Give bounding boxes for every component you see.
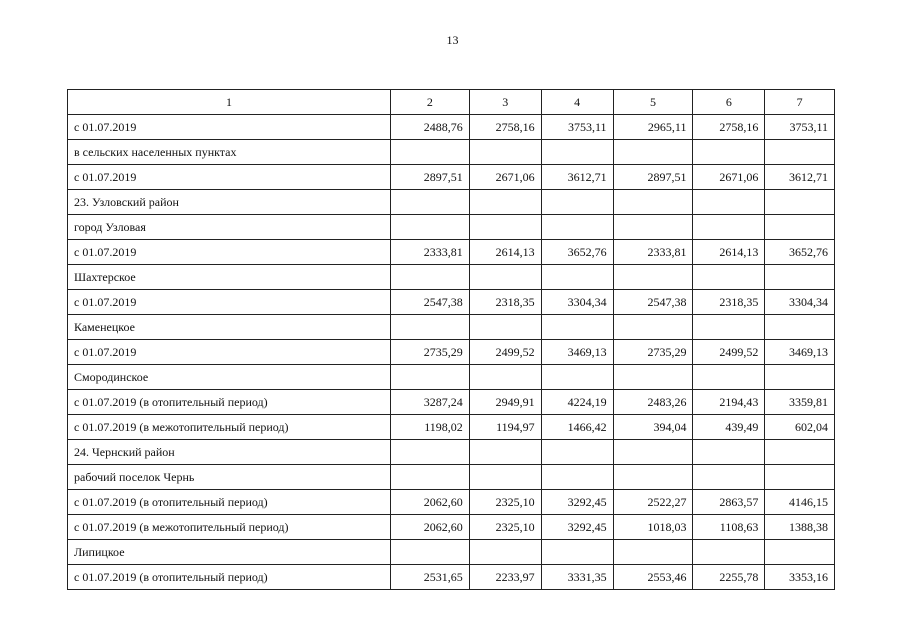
value-cell: 2758,16 [469,115,541,140]
table-row [68,390,835,415]
value-cell: 2547,38 [391,290,470,315]
value-cell [541,465,613,490]
value-cell: 2671,06 [693,165,765,190]
value-cell [469,365,541,390]
row-label-cell: 23. Узловский район [68,190,391,215]
value-cell: 3287,24 [391,390,470,415]
table-row [68,540,835,565]
row-label-cell: с 01.07.2019 [68,290,391,315]
value-cell [765,365,835,390]
value-cell [391,315,470,340]
value-cell [541,190,613,215]
column-number-cell: 4 [541,90,613,115]
value-cell: 2062,60 [391,515,470,540]
value-cell [541,440,613,465]
value-cell [391,440,470,465]
value-cell: 3753,11 [765,115,835,140]
column-number-cell: 5 [613,90,693,115]
value-cell: 2233,97 [469,565,541,590]
row-label-cell: 24. Чернский район [68,440,391,465]
value-cell [693,140,765,165]
value-cell [469,440,541,465]
value-cell: 3353,16 [765,565,835,590]
value-cell [541,540,613,565]
value-cell [765,265,835,290]
table-row [68,165,835,190]
value-cell [693,540,765,565]
table-row [68,215,835,240]
row-label-cell: в сельских населенных пунктах [68,140,391,165]
row-label-cell: с 01.07.2019 (в межотопительный период) [68,515,391,540]
value-cell [469,265,541,290]
value-cell [693,365,765,390]
column-number-cell: 6 [693,90,765,115]
value-cell [469,465,541,490]
value-cell: 2735,29 [391,340,470,365]
value-cell [765,465,835,490]
value-cell: 3753,11 [541,115,613,140]
table-row [68,340,835,365]
value-cell: 2062,60 [391,490,470,515]
row-label-cell: с 01.07.2019 (в отопительный период) [68,565,391,590]
value-cell: 3359,81 [765,390,835,415]
value-cell [613,540,693,565]
tariff-table [67,89,835,590]
value-cell [541,315,613,340]
value-cell [693,465,765,490]
value-cell: 3304,34 [541,290,613,315]
value-cell: 3652,76 [541,240,613,265]
table-row [68,290,835,315]
value-cell [613,315,693,340]
value-cell: 2735,29 [613,340,693,365]
value-cell: 439,49 [693,415,765,440]
value-cell: 394,04 [613,415,693,440]
row-label-cell: с 01.07.2019 (в отопительный период) [68,490,391,515]
row-label-cell: с 01.07.2019 (в межотопительный период) [68,415,391,440]
value-cell [391,140,470,165]
value-cell: 2499,52 [469,340,541,365]
value-cell [693,315,765,340]
row-label-cell: с 01.07.2019 [68,240,391,265]
table-row [68,365,835,390]
value-cell: 1194,97 [469,415,541,440]
value-cell: 3469,13 [765,340,835,365]
value-cell [693,215,765,240]
value-cell: 2255,78 [693,565,765,590]
value-cell [613,440,693,465]
value-cell: 2318,35 [693,290,765,315]
table-row [68,240,835,265]
value-cell: 3331,35 [541,565,613,590]
table-row [68,415,835,440]
table-row [68,140,835,165]
value-cell [541,140,613,165]
value-cell: 1108,63 [693,515,765,540]
page-number: 13 [446,33,459,47]
value-cell [469,215,541,240]
value-cell [541,365,613,390]
value-cell [391,465,470,490]
value-cell [391,265,470,290]
value-cell: 3292,45 [541,490,613,515]
value-cell [469,540,541,565]
row-label-cell: с 01.07.2019 [68,340,391,365]
row-label-cell: Шахтерское [68,265,391,290]
value-cell [765,540,835,565]
table-row [68,265,835,290]
value-cell: 2194,43 [693,390,765,415]
value-cell [765,190,835,215]
value-cell: 2325,10 [469,490,541,515]
value-cell: 2522,27 [613,490,693,515]
value-cell [469,190,541,215]
value-cell [613,190,693,215]
value-cell: 2614,13 [469,240,541,265]
value-cell: 3292,45 [541,515,613,540]
value-cell: 1198,02 [391,415,470,440]
value-cell: 4146,15 [765,490,835,515]
value-cell: 2965,11 [613,115,693,140]
value-cell: 2863,57 [693,490,765,515]
value-cell: 2897,51 [613,165,693,190]
value-cell [391,215,470,240]
row-label-cell: Каменецкое [68,315,391,340]
table-row [68,115,835,140]
value-cell: 1466,42 [541,415,613,440]
table-row [68,565,835,590]
table-row [68,465,835,490]
value-cell: 3652,76 [765,240,835,265]
table-row [68,440,835,465]
row-label-cell: с 01.07.2019 (в отопительный период) [68,390,391,415]
row-label-cell: с 01.07.2019 [68,165,391,190]
value-cell [391,365,470,390]
value-cell [541,215,613,240]
value-cell [693,190,765,215]
value-cell [765,215,835,240]
value-cell: 2333,81 [613,240,693,265]
column-number-cell: 7 [765,90,835,115]
value-cell: 2758,16 [693,115,765,140]
header-row [68,90,835,115]
value-cell: 2949,91 [469,390,541,415]
value-cell [541,265,613,290]
table-row [68,490,835,515]
table-row [68,515,835,540]
value-cell: 1018,03 [613,515,693,540]
value-cell [765,140,835,165]
value-cell: 2614,13 [693,240,765,265]
value-cell [613,215,693,240]
value-cell: 2671,06 [469,165,541,190]
row-label-cell: город Узловая [68,215,391,240]
value-cell [391,540,470,565]
value-cell: 602,04 [765,415,835,440]
value-cell [693,440,765,465]
value-cell: 2897,51 [391,165,470,190]
value-cell: 2499,52 [693,340,765,365]
row-label-cell: рабочий поселок Чернь [68,465,391,490]
table-row [68,190,835,215]
value-cell [613,265,693,290]
value-cell: 2531,65 [391,565,470,590]
column-number-cell: 2 [391,90,470,115]
row-label-cell: Смородинское [68,365,391,390]
value-cell [469,315,541,340]
value-cell: 2318,35 [469,290,541,315]
value-cell: 2547,38 [613,290,693,315]
value-cell: 2325,10 [469,515,541,540]
row-label-cell: с 01.07.2019 [68,115,391,140]
row-label-cell: Липицкое [68,540,391,565]
value-cell: 3304,34 [765,290,835,315]
value-cell [613,140,693,165]
value-cell: 2553,46 [613,565,693,590]
column-number-cell: 1 [68,90,391,115]
value-cell: 2488,76 [391,115,470,140]
value-cell [765,315,835,340]
value-cell: 1388,38 [765,515,835,540]
value-cell [613,465,693,490]
value-cell [469,140,541,165]
value-cell: 4224,19 [541,390,613,415]
value-cell: 3612,71 [541,165,613,190]
value-cell [391,190,470,215]
column-number-cell: 3 [469,90,541,115]
value-cell [693,265,765,290]
value-cell: 2483,26 [613,390,693,415]
value-cell [765,440,835,465]
value-cell: 3469,13 [541,340,613,365]
value-cell: 2333,81 [391,240,470,265]
table-row [68,315,835,340]
value-cell [613,365,693,390]
value-cell: 3612,71 [765,165,835,190]
